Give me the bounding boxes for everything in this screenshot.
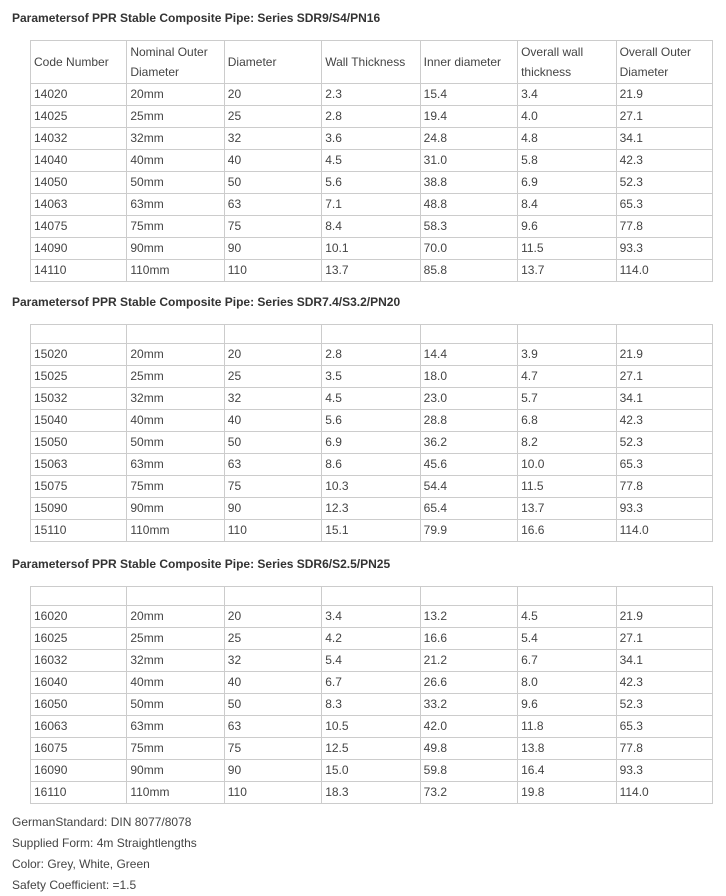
table-cell: 93.3: [616, 498, 712, 520]
table-cell: 25mm: [127, 628, 224, 650]
note-color: Color: Grey, White, Green: [12, 857, 150, 871]
table-cell: 40: [224, 150, 321, 172]
table-cell: 21.9: [616, 344, 712, 366]
table-cell: 8.4: [322, 216, 420, 238]
table-cell: [322, 587, 420, 606]
table-cell: 79.9: [420, 520, 517, 542]
table-cell: 25mm: [127, 106, 224, 128]
table-cell: 15040: [31, 410, 127, 432]
table-cell: 54.4: [420, 476, 517, 498]
table-cell: [127, 587, 224, 606]
table-cell: 25mm: [127, 366, 224, 388]
table-cell: 5.4: [322, 650, 420, 672]
table-row: [31, 650, 713, 672]
table-row: [31, 476, 713, 498]
table-cell: [518, 587, 616, 606]
table-cell: 3.4: [322, 606, 420, 628]
table-cell: [420, 325, 517, 344]
table-cell: 16.4: [518, 760, 616, 782]
table-cell: 10.0: [518, 454, 616, 476]
table-cell: 5.6: [322, 410, 420, 432]
table-cell: 42.0: [420, 716, 517, 738]
table-cell: 14050: [31, 172, 127, 194]
table-cell: 15032: [31, 388, 127, 410]
table-cell: 8.0: [518, 672, 616, 694]
table-cell: 75: [224, 216, 321, 238]
table-cell: 5.8: [518, 150, 616, 172]
table-cell: 6.9: [518, 172, 616, 194]
table-cell: 59.8: [420, 760, 517, 782]
column-header: Diameter: [224, 41, 321, 84]
table-cell: 14020: [31, 84, 127, 106]
table-cell: 50: [224, 172, 321, 194]
table-cell: 33.2: [420, 694, 517, 716]
table-cell: 10.1: [322, 238, 420, 260]
table-cell: 14063: [31, 194, 127, 216]
table-cell: 63: [224, 454, 321, 476]
table-cell: 58.3: [420, 216, 517, 238]
table-row: [31, 238, 713, 260]
table-cell: [224, 325, 321, 344]
table-cell: 50: [224, 432, 321, 454]
table-cell: 90: [224, 760, 321, 782]
table-cell: 90mm: [127, 498, 224, 520]
table-row: [31, 150, 713, 172]
table-cell: 110: [224, 260, 321, 282]
table-cell: 32: [224, 650, 321, 672]
table-cell: 34.1: [616, 128, 712, 150]
table-cell: [322, 325, 420, 344]
table-cell: 20mm: [127, 84, 224, 106]
table-cell: 9.6: [518, 216, 616, 238]
table-cell: 63mm: [127, 194, 224, 216]
table-cell: 52.3: [616, 172, 712, 194]
table-cell: 77.8: [616, 738, 712, 760]
table-cell: 25: [224, 366, 321, 388]
table-cell: 40mm: [127, 150, 224, 172]
table-cell: 14025: [31, 106, 127, 128]
table-cell: 25: [224, 628, 321, 650]
table-cell: 15.0: [322, 760, 420, 782]
table-cell: 49.8: [420, 738, 517, 760]
table-row: [31, 216, 713, 238]
table-cell: [518, 325, 616, 344]
table-row: [31, 782, 713, 804]
spec-notes: [10, 812, 714, 896]
table-cell: 110mm: [127, 520, 224, 542]
table-cell: 10.5: [322, 716, 420, 738]
table-cell: 50mm: [127, 432, 224, 454]
table-cell: 5.7: [518, 388, 616, 410]
table-cell: 27.1: [616, 366, 712, 388]
table-row: [31, 628, 713, 650]
table-cell: 63mm: [127, 716, 224, 738]
table-cell: 24.8: [420, 128, 517, 150]
table-cell: 77.8: [616, 216, 712, 238]
table-cell: 16.6: [420, 628, 517, 650]
table-cell: 36.2: [420, 432, 517, 454]
table-cell: 48.8: [420, 194, 517, 216]
table-cell: 50: [224, 694, 321, 716]
table-row: [31, 260, 713, 282]
table-cell: 20: [224, 606, 321, 628]
table-cell: 75mm: [127, 738, 224, 760]
table-cell: 4.5: [518, 606, 616, 628]
table-cell: 13.7: [322, 260, 420, 282]
table-row: [31, 694, 713, 716]
table-cell: 14090: [31, 238, 127, 260]
table-cell: 15063: [31, 454, 127, 476]
table-cell: 16110: [31, 782, 127, 804]
section-title: Parametersof PPR Stable Composite Pipe: Series SDR6/S2.5/PN25: [12, 557, 391, 571]
table-row: [31, 672, 713, 694]
table-cell: 3.9: [518, 344, 616, 366]
table-cell: 34.1: [616, 650, 712, 672]
section-title: Parametersof PPR Stable Composite Pipe: Series SDR9/S4/PN16: [12, 11, 381, 25]
table-cell: 16020: [31, 606, 127, 628]
table-cell: 32mm: [127, 388, 224, 410]
table-cell: 50mm: [127, 694, 224, 716]
table-cell: 75mm: [127, 476, 224, 498]
table-row: [31, 84, 713, 106]
table-cell: 110: [224, 782, 321, 804]
table-cell: 16032: [31, 650, 127, 672]
table-cell: 12.3: [322, 498, 420, 520]
table-cell: 11.5: [518, 238, 616, 260]
table-cell: 93.3: [616, 238, 712, 260]
table-cell: 110: [224, 520, 321, 542]
table-row: [31, 716, 713, 738]
table-cell: 15020: [31, 344, 127, 366]
table-cell: 32: [224, 128, 321, 150]
table-cell: 2.8: [322, 106, 420, 128]
table-cell: 21.9: [616, 84, 712, 106]
table-cell: 52.3: [616, 432, 712, 454]
table-cell: 4.8: [518, 128, 616, 150]
table-cell: 40mm: [127, 672, 224, 694]
table-cell: 21.2: [420, 650, 517, 672]
table-row: [31, 454, 713, 476]
table-cell: 42.3: [616, 410, 712, 432]
blank-header-row: [31, 325, 713, 344]
table-cell: 32mm: [127, 650, 224, 672]
table-cell: 63: [224, 194, 321, 216]
table-cell: 13.7: [518, 498, 616, 520]
table-row: [31, 388, 713, 410]
table-cell: 90mm: [127, 760, 224, 782]
table-cell: 27.1: [616, 106, 712, 128]
table-cell: 11.8: [518, 716, 616, 738]
table-row: [31, 128, 713, 150]
table-cell: 7.1: [322, 194, 420, 216]
table-cell: [616, 587, 712, 606]
table-cell: [616, 325, 712, 344]
table-cell: 26.6: [420, 672, 517, 694]
table-row: [31, 738, 713, 760]
table-cell: 13.8: [518, 738, 616, 760]
section-title: Parametersof PPR Stable Composite Pipe: Series SDR7.4/S3.2/PN20: [12, 295, 401, 309]
table-row: [31, 344, 713, 366]
table-cell: 16.6: [518, 520, 616, 542]
table-cell: [127, 325, 224, 344]
table-cell: 42.3: [616, 672, 712, 694]
table-cell: 14.4: [420, 344, 517, 366]
table-cell: 90: [224, 238, 321, 260]
note-standard: GermanStandard: DIN 8077/8078: [12, 815, 192, 829]
table-row: [31, 760, 713, 782]
table-cell: 16090: [31, 760, 127, 782]
table-cell: 93.3: [616, 760, 712, 782]
column-header: Inner diameter: [420, 41, 517, 84]
table-cell: 16050: [31, 694, 127, 716]
blank-header-row: [31, 587, 713, 606]
table-cell: 23.0: [420, 388, 517, 410]
table-cell: 8.2: [518, 432, 616, 454]
table-cell: 27.1: [616, 628, 712, 650]
table-cell: 15.4: [420, 84, 517, 106]
table-cell: 85.8: [420, 260, 517, 282]
table-cell: 19.4: [420, 106, 517, 128]
table-row: [31, 520, 713, 542]
table-cell: 114.0: [616, 520, 712, 542]
table-cell: 13.7: [518, 260, 616, 282]
table-cell: 52.3: [616, 694, 712, 716]
table-cell: 9.6: [518, 694, 616, 716]
table-row: [31, 106, 713, 128]
table-cell: 18.0: [420, 366, 517, 388]
table-cell: 4.7: [518, 366, 616, 388]
table-cell: 13.2: [420, 606, 517, 628]
table-cell: 15025: [31, 366, 127, 388]
table-cell: 38.8: [420, 172, 517, 194]
table-cell: 14032: [31, 128, 127, 150]
table-cell: 8.6: [322, 454, 420, 476]
table-cell: 114.0: [616, 260, 712, 282]
table-cell: [31, 325, 127, 344]
table-row: [31, 172, 713, 194]
table-cell: 2.8: [322, 344, 420, 366]
table-cell: 75mm: [127, 216, 224, 238]
table-row: [31, 432, 713, 454]
table-cell: 4.0: [518, 106, 616, 128]
column-header: Overall Outer Diameter: [616, 41, 712, 84]
table-cell: 90: [224, 498, 321, 520]
table-cell: 3.6: [322, 128, 420, 150]
note-supplied-form: Supplied Form: 4m Straightlengths: [12, 836, 197, 850]
table-row: [31, 366, 713, 388]
table-cell: 40mm: [127, 410, 224, 432]
table-cell: 110mm: [127, 260, 224, 282]
table-cell: 63mm: [127, 454, 224, 476]
table-cell: 45.6: [420, 454, 517, 476]
table-cell: 6.8: [518, 410, 616, 432]
spec-table-pn16: [30, 40, 713, 282]
table-cell: 19.8: [518, 782, 616, 804]
table-cell: 32: [224, 388, 321, 410]
table-cell: [31, 587, 127, 606]
table-cell: 15.1: [322, 520, 420, 542]
table-cell: 50mm: [127, 172, 224, 194]
table-cell: [420, 587, 517, 606]
table-cell: 40: [224, 672, 321, 694]
table-cell: 15050: [31, 432, 127, 454]
note-safety-coefficient: Safety Coefficient: =1.5: [12, 878, 137, 892]
table-row: [31, 194, 713, 216]
table-cell: 14110: [31, 260, 127, 282]
table-cell: 16075: [31, 738, 127, 760]
table-cell: 15075: [31, 476, 127, 498]
table-cell: 20mm: [127, 606, 224, 628]
table-cell: 6.7: [518, 650, 616, 672]
table-cell: 70.0: [420, 238, 517, 260]
table-cell: 65.3: [616, 194, 712, 216]
table-cell: 4.5: [322, 388, 420, 410]
table-cell: 15110: [31, 520, 127, 542]
table-cell: 21.9: [616, 606, 712, 628]
column-header: Wall Thickness: [322, 41, 420, 84]
table-cell: 25: [224, 106, 321, 128]
column-header: Code Number: [31, 41, 127, 84]
table-cell: 20: [224, 344, 321, 366]
table-cell: 3.4: [518, 84, 616, 106]
table-cell: 77.8: [616, 476, 712, 498]
table-cell: 75: [224, 476, 321, 498]
table-cell: 14075: [31, 216, 127, 238]
table-cell: 16063: [31, 716, 127, 738]
table-cell: 8.4: [518, 194, 616, 216]
table-cell: 6.9: [322, 432, 420, 454]
table-cell: 90mm: [127, 238, 224, 260]
table-header-row: [31, 41, 713, 84]
table-cell: 63: [224, 716, 321, 738]
table-row: [31, 498, 713, 520]
table-cell: 40: [224, 410, 321, 432]
table-cell: 8.3: [322, 694, 420, 716]
table-row: [31, 410, 713, 432]
table-cell: 14040: [31, 150, 127, 172]
table-cell: 16025: [31, 628, 127, 650]
table-cell: 5.6: [322, 172, 420, 194]
table-cell: 31.0: [420, 150, 517, 172]
table-cell: 18.3: [322, 782, 420, 804]
table-cell: 11.5: [518, 476, 616, 498]
table-cell: 15090: [31, 498, 127, 520]
table-cell: [224, 587, 321, 606]
table-cell: 65.3: [616, 454, 712, 476]
table-cell: 28.8: [420, 410, 517, 432]
table-cell: 32mm: [127, 128, 224, 150]
table-cell: 75: [224, 738, 321, 760]
document: [10, 0, 714, 896]
table-cell: 20mm: [127, 344, 224, 366]
table-cell: 2.3: [322, 84, 420, 106]
table-cell: 73.2: [420, 782, 517, 804]
table-cell: 110mm: [127, 782, 224, 804]
table-cell: 42.3: [616, 150, 712, 172]
table-cell: 34.1: [616, 388, 712, 410]
column-header: Nominal Outer Diameter: [127, 41, 224, 84]
table-cell: 16040: [31, 672, 127, 694]
table-cell: 12.5: [322, 738, 420, 760]
table-cell: 65.3: [616, 716, 712, 738]
table-cell: 10.3: [322, 476, 420, 498]
table-cell: 114.0: [616, 782, 712, 804]
column-header: Overall wall thickness: [518, 41, 616, 84]
table-cell: 5.4: [518, 628, 616, 650]
table-cell: 3.5: [322, 366, 420, 388]
table-cell: 4.2: [322, 628, 420, 650]
table-cell: 65.4: [420, 498, 517, 520]
table-cell: 20: [224, 84, 321, 106]
table-row: [31, 606, 713, 628]
spec-table-pn20: [30, 324, 713, 542]
table-cell: 6.7: [322, 672, 420, 694]
spec-table-pn25: [30, 586, 713, 804]
table-cell: 4.5: [322, 150, 420, 172]
